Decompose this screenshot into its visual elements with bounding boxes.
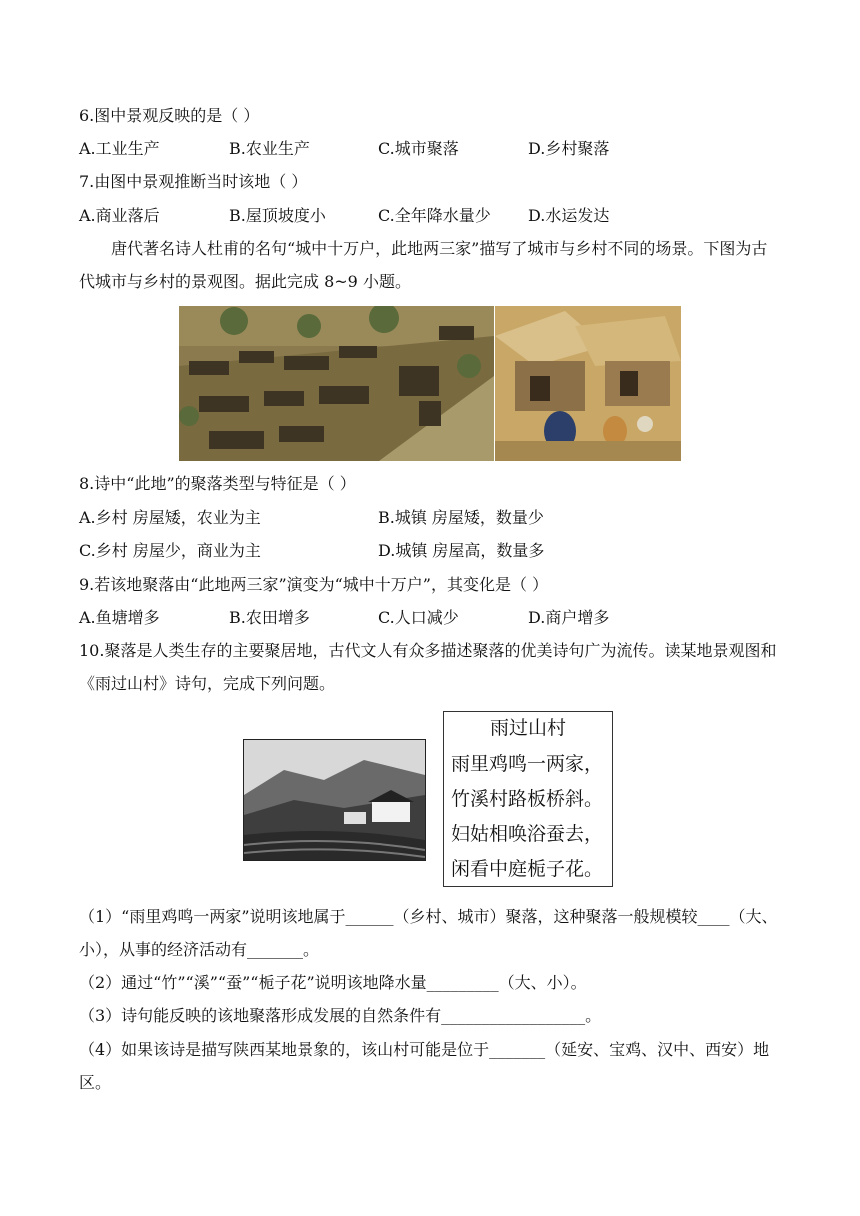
q8-stem: 8.诗中“此地”的聚落类型与特征是（ ） xyxy=(79,474,356,493)
q7-option-a: A.商业落后 xyxy=(79,206,160,225)
q8-option-b: B.城镇 房屋矮，数量少 xyxy=(378,508,544,527)
q9-option-d: D.商户增多 xyxy=(528,608,610,627)
q10-sub4: （4）如果该诗是描写陕西某地景象的，该山村可能是位于_______（延安、宝鸡、汉中、西安）地区。 xyxy=(79,1040,770,1092)
q7-stem: 7.由图中景观推断当时该地（ ） xyxy=(79,172,308,191)
q7-option-b: B.屋顶坡度小 xyxy=(229,206,326,225)
q6-option-c: C.城市聚落 xyxy=(378,139,459,158)
q9-stem: 9.若该地聚落由“此地两三家”演变为“城中十万户”，其变化是（ ） xyxy=(79,575,549,594)
q6-option-a: A.工业生产 xyxy=(79,139,160,158)
poem-line: 雨里鸡鸣一两家， xyxy=(451,753,604,775)
poem-line: 妇姑相唤浴蚕去， xyxy=(451,823,604,845)
q7-option-c: C.全年降水量少 xyxy=(378,206,491,225)
q7-option-d: D.水运发达 xyxy=(528,206,610,225)
q10-sub3: （3）诗句能反映的该地聚落形成发展的自然条件有__________________。 xyxy=(79,1006,602,1025)
mountain-village-photo xyxy=(243,739,426,861)
q8-option-a: A.乡村 房屋矮，农业为主 xyxy=(79,508,261,527)
ancient-city-painting xyxy=(179,306,494,461)
intro-paragraph: 唐代著名诗人杜甫的名句“城中十万户，此地两三家”描写了城市与乡村不同的场景。下图为古代城市与乡村的景观图。据此完成 8~9 小题。 xyxy=(79,239,768,291)
q9-option-a: A.鱼塘增多 xyxy=(79,608,160,627)
q10-stem: 10.聚落是人类生存的主要聚居地，古代文人有众多描述聚落的优美诗句广为流传。读某地景观图和《雨过山村》诗句，完成下列问题。 xyxy=(79,641,777,693)
q10-sub1: （1）“雨里鸡鸣一两家”说明该地属于______（乡村、城市）聚落，这种聚落一般规模较____（大、小），从事的经济活动有_______。 xyxy=(79,907,778,959)
poem-line: 竹溪村路板桥斜。 xyxy=(451,788,604,810)
q10-sub2: （2）通过“竹”“溪”“蚕”“栀子花”说明该地降水量_________（大、小）。 xyxy=(79,973,587,992)
q9-option-b: B.农田增多 xyxy=(229,608,310,627)
poem-line: 闲看中庭栀子花。 xyxy=(451,858,604,880)
q6-option-d: D.乡村聚落 xyxy=(528,139,610,158)
q6-stem: 6.图中景观反映的是（ ） xyxy=(79,106,260,125)
q9-option-c: C.人口减少 xyxy=(378,608,459,627)
ancient-village-painting xyxy=(495,306,681,461)
q6-option-b: B.农业生产 xyxy=(229,139,310,158)
q8-option-d: D.城镇 房屋高，数量多 xyxy=(378,541,545,560)
poem-title: 雨过山村 xyxy=(489,717,566,739)
poem-box xyxy=(443,711,613,887)
q8-option-c: C.乡村 房屋少，商业为主 xyxy=(79,541,261,560)
